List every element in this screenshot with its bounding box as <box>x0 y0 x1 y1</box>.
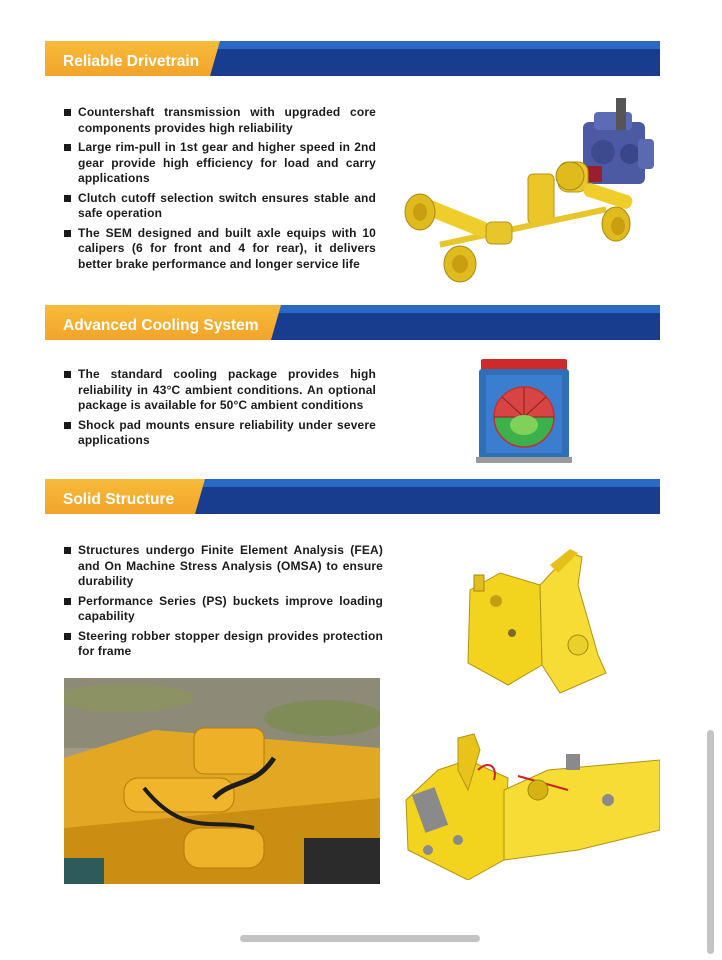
vertical-scrollbar[interactable] <box>707 730 714 954</box>
drivetrain-image <box>398 94 660 286</box>
bullet-item: Performance Series (PS) buckets improve loading capability <box>64 594 383 625</box>
section-header-structure <box>45 479 660 514</box>
bullet-item: Structures undergo Finite Element Analysis (FEA) and On Machine Stress Analysis (OMSA) to ensure durability <box>64 543 383 590</box>
section-title: Advanced Cooling System <box>63 317 259 334</box>
horizontal-scrollbar[interactable] <box>240 935 480 942</box>
bullet-item: Clutch cutoff selection switch ensures stable and safe operation <box>64 191 376 222</box>
bullet-item: Large rim-pull in 1st gear and higher speed in 2nd gear provide high efficiency for load and carry applications <box>64 140 376 187</box>
rear-frame-image <box>460 545 610 695</box>
bullet-item: Countershaft transmission with upgraded core components provides high reliability <box>64 105 376 136</box>
bullet-item: The standard cooling package provides high reliability in 43°C ambient conditions. An optional package is available for 50°C ambient conditions <box>64 367 376 414</box>
section-title: Solid Structure <box>63 491 175 508</box>
section-header-drivetrain <box>45 41 660 76</box>
bucket-photo <box>64 678 380 884</box>
section-title: Reliable Drivetrain <box>63 53 200 70</box>
front-frame-image <box>398 730 660 880</box>
cooling-package-image <box>476 357 572 467</box>
bullet-item: The SEM designed and built axle equips with 10 calipers (6 for front and 4 for rear), it delivers better brake performance and longer service life <box>64 226 376 273</box>
structure-bullet-list <box>64 543 383 664</box>
drivetrain-bullet-list <box>64 105 376 276</box>
cooling-bullet-list <box>64 367 376 453</box>
bullet-item: Shock pad mounts ensure reliability under severe applications <box>64 418 376 449</box>
section-header-cooling <box>45 305 660 340</box>
bullet-item: Steering robber stopper design provides protection for frame <box>64 629 383 660</box>
engine-block <box>583 98 654 184</box>
